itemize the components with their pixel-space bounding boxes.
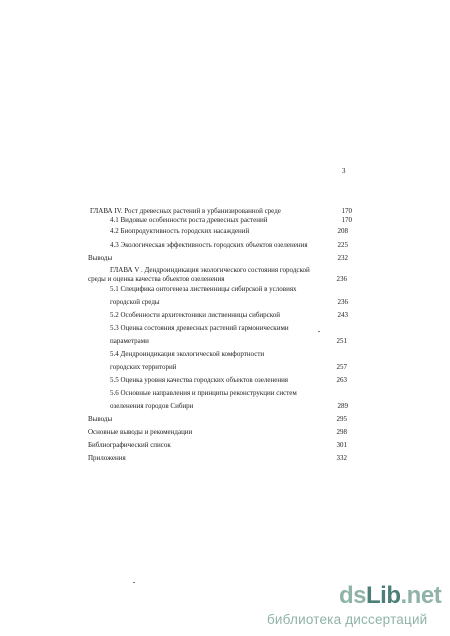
toc-page-number: 236 <box>337 298 348 306</box>
toc-page-number: 257 <box>336 363 347 371</box>
toc-section-5-3: 5.3 Оценка состояния древесных растений гармоническими <box>110 324 289 332</box>
toc-conclusions-4: Выводы <box>88 254 113 262</box>
toc-page-number: 251 <box>336 337 347 345</box>
toc-appendices: Приложения <box>88 454 126 462</box>
toc-page-number: 289 <box>337 402 348 410</box>
toc-page-number: 225 <box>337 241 348 249</box>
toc-section-5-3-cont: параметрами <box>110 337 149 345</box>
toc-section-5-4: 5.4 Дендроиндикация экологической комфортности <box>110 350 265 358</box>
toc-section-5-6-cont: озеленения городов Сибири <box>110 402 194 410</box>
toc-page-number: 295 <box>336 415 347 423</box>
dslib-logo: dsLib.net <box>339 582 442 609</box>
toc-page-number: 243 <box>337 311 348 319</box>
toc-section-5-1: 5.1 Специфика онтогенеза лиственницы сибирской в условиях <box>110 285 297 293</box>
toc-page-number: 263 <box>336 376 347 384</box>
toc-section-4-1: 4.1 Видовые особенности роста древесных растений <box>110 216 268 224</box>
toc-section-5-5: 5.5 Оценка уровня качества городских объектов озеленения <box>110 376 289 384</box>
toc-chapter-4-title: ГЛАВА IV. Рост древесных растений в урбанизированной среде <box>90 207 281 215</box>
toc-bibliography: Библиографический список <box>88 441 171 449</box>
toc-page-number: 332 <box>336 454 347 462</box>
toc-conclusions-5: Выводы <box>88 415 113 423</box>
page-number: 3 <box>342 167 346 175</box>
toc-page-number: 232 <box>337 254 348 262</box>
toc-chapter-5-title: ГЛАВА V . Дендроиндикация экологического состояния городской <box>110 266 310 274</box>
toc-section-5-4-cont: городских территорий <box>110 363 177 371</box>
toc-section-5-6: 5.6 Основные направления и принципы реконструкции систем <box>110 389 297 397</box>
toc-section-5-1-cont: городской среды <box>110 298 160 306</box>
toc-chapter-5-title-cont: среды и оценка качества объектов озеленения <box>88 275 225 283</box>
toc-page-number: 298 <box>336 428 347 436</box>
toc-page-number: 208 <box>337 227 348 235</box>
toc-page-number: 170 <box>341 216 352 224</box>
dslib-subtitle: библиотека диссертаций <box>267 612 428 627</box>
toc-page-number: 236 <box>336 275 347 283</box>
toc-main-conclusions: Основные выводы и рекомендации <box>88 428 193 436</box>
scan-speck <box>133 582 135 583</box>
toc-page-number: 170 <box>341 207 352 215</box>
scan-speck <box>318 331 320 332</box>
toc-section-4-2: 4.2 Биопродуктивность городских насаждений <box>110 227 250 235</box>
toc-page-number: 301 <box>336 441 347 449</box>
toc-section-5-2: 5.2 Особенности архитектоники лиственницы сибирской <box>110 311 281 319</box>
toc-section-4-3: 4.3 Экологическая эффективность городских объектов озеленения <box>110 241 308 249</box>
